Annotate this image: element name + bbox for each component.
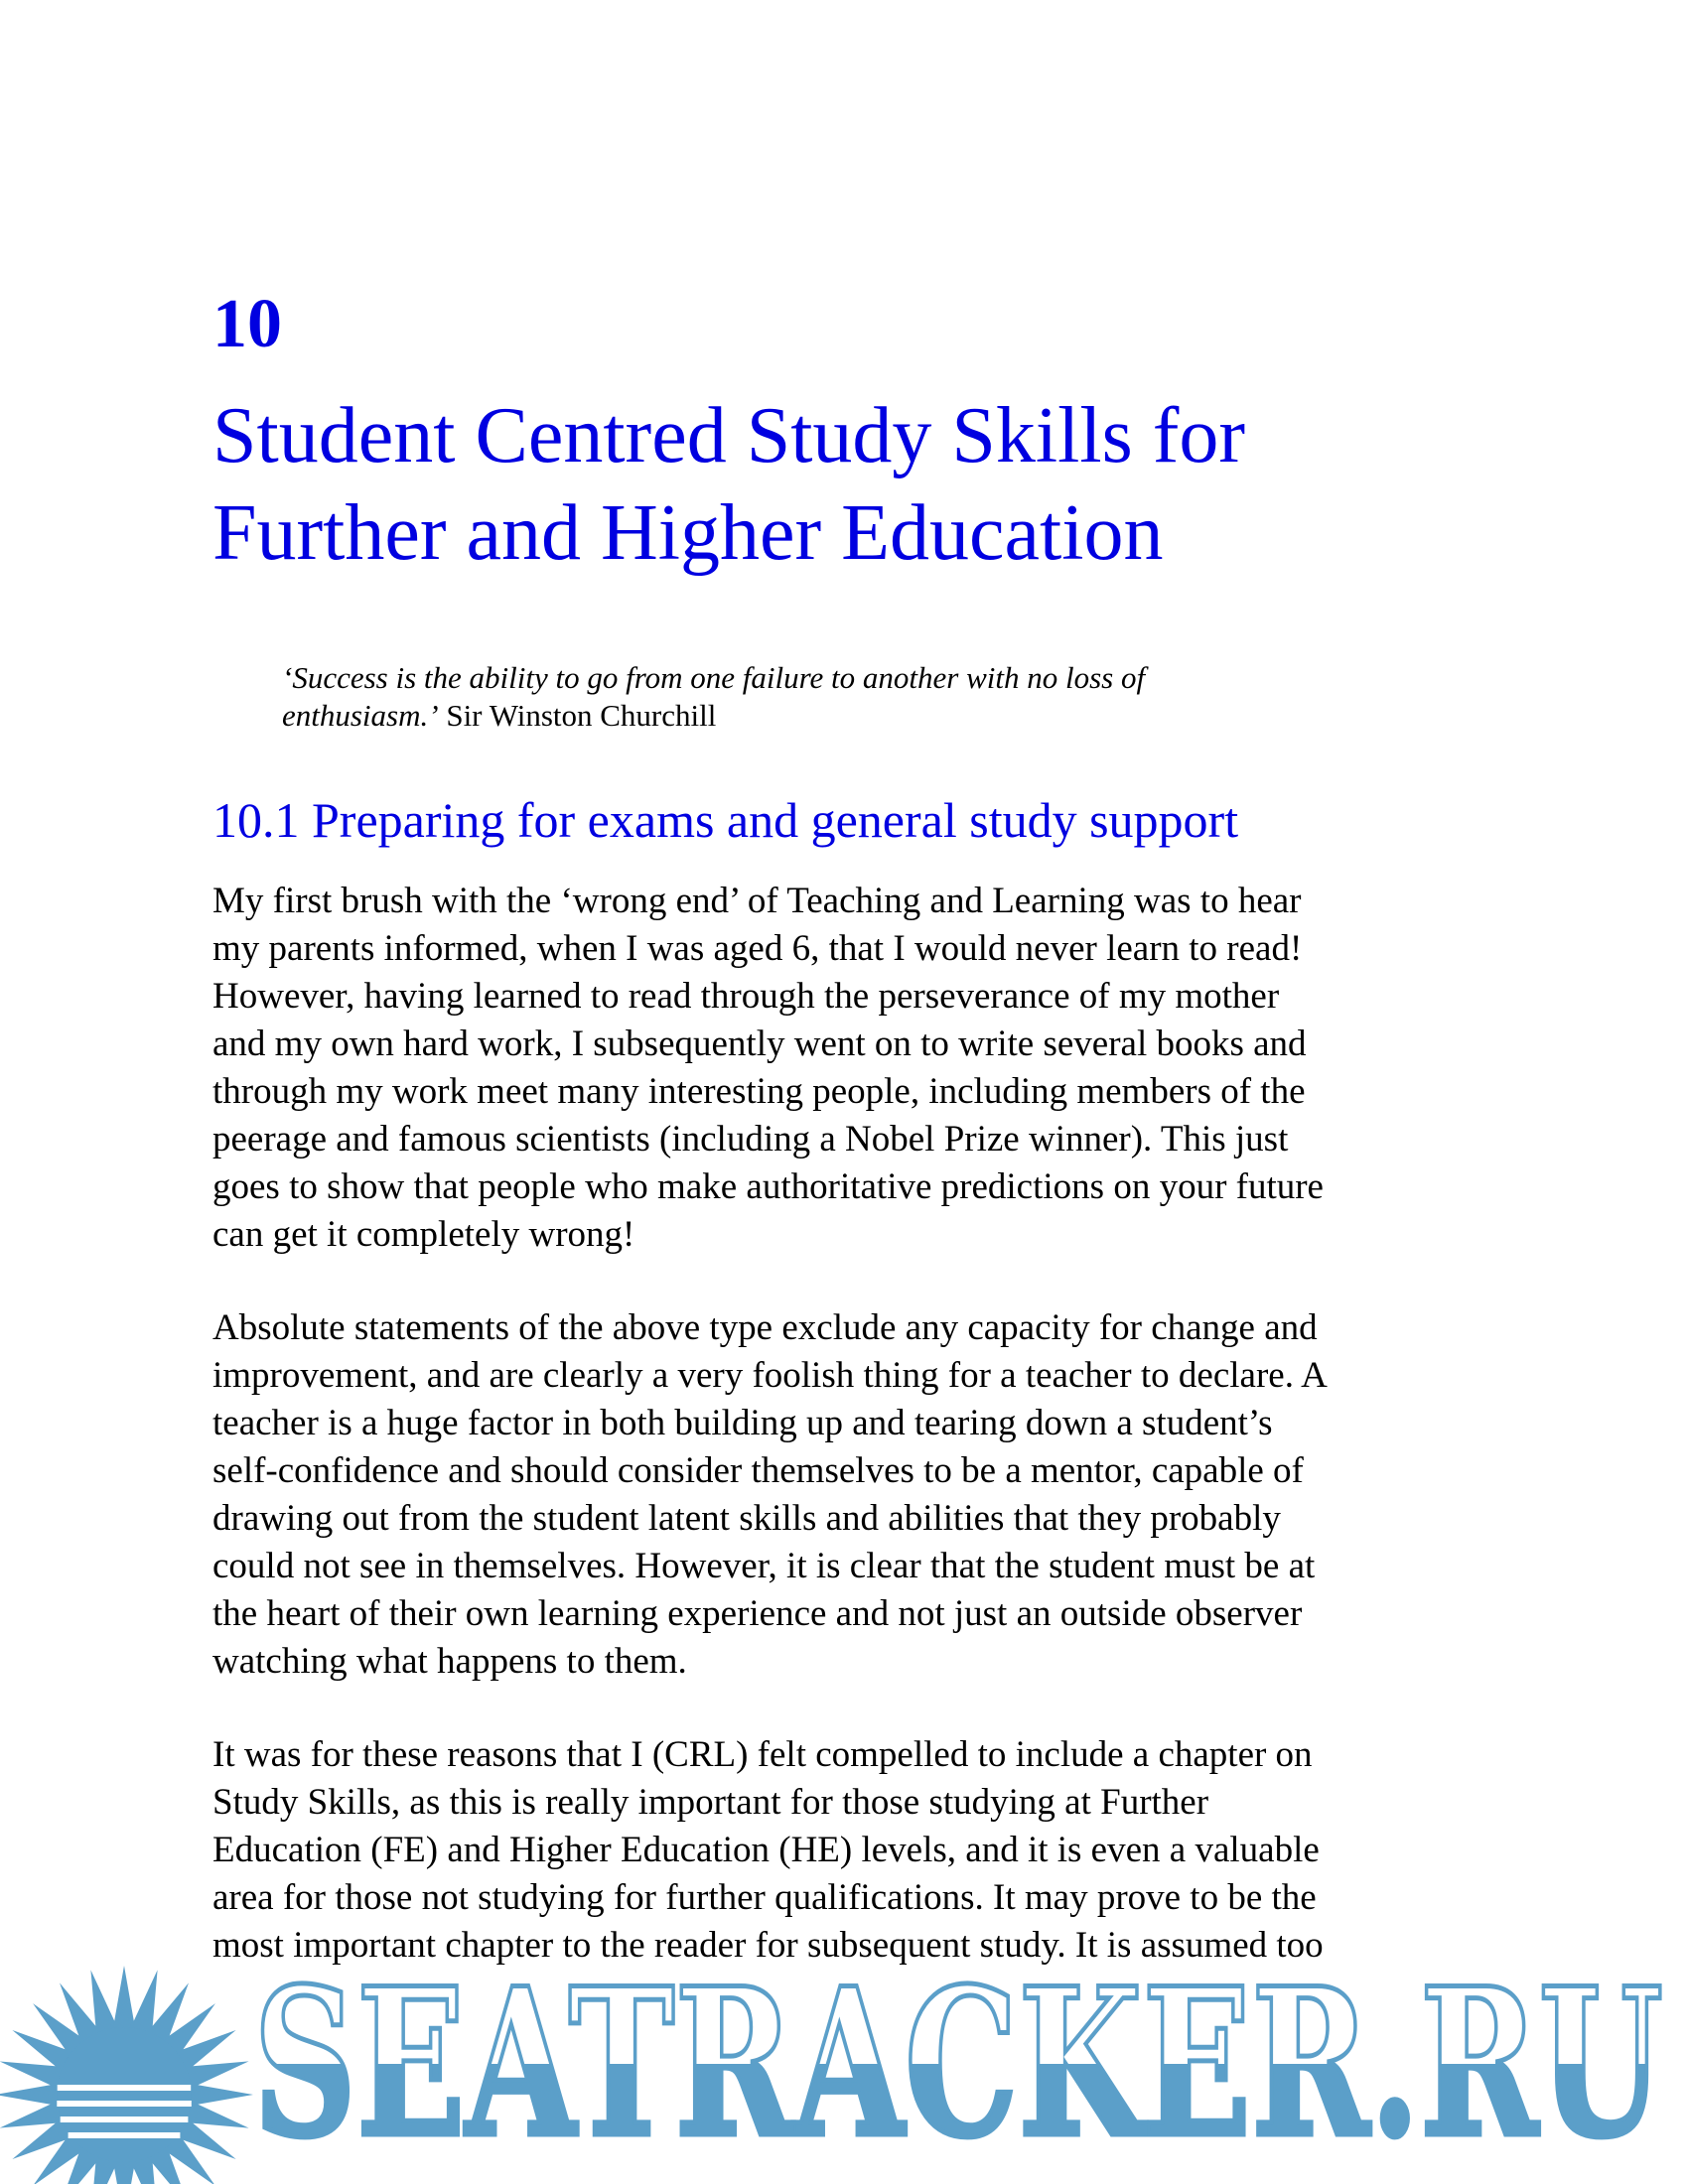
- paragraph: [212, 1304, 1493, 1686]
- paragraph-line: improvement, and are clearly a very foolish thing for a teacher to declare. A: [212, 1355, 1328, 1396]
- sun-stripe: [58, 2085, 192, 2091]
- body-text: [212, 878, 1493, 2015]
- sun-stripe: [61, 2116, 189, 2122]
- paragraph-line: can get it completely wrong!: [212, 1214, 635, 1255]
- epigraph-attribution: Sir Winston Churchill: [438, 698, 717, 733]
- paragraph-line: most important chapter to the reader for subsequent study. It is assumed too: [212, 1925, 1324, 1966]
- chapter-number: 10: [212, 286, 282, 362]
- paragraph-line: my parents informed, when I was aged 6, that I would never learn to read!: [212, 928, 1303, 969]
- paragraph-line: and my own hard work, I subsequently went on to write several books and: [212, 1024, 1307, 1064]
- watermark-text: SEATRACKER.RU: [253, 1945, 1663, 2183]
- paragraph: [212, 878, 1493, 1259]
- paragraph-line: could not see in themselves. However, it is clear that the student must be at: [212, 1546, 1316, 1586]
- sun-disc: [57, 2027, 192, 2162]
- sun-logo-icon: [0, 1966, 253, 2184]
- epigraph: [282, 659, 1410, 735]
- paragraph-line: through my work meet many interesting people, including members of the: [212, 1071, 1306, 1112]
- chapter-title-line: Student Centred Study Skills for: [212, 392, 1245, 479]
- paragraph-line: goes to show that people who make authoritative predictions on your future: [212, 1166, 1324, 1207]
- paragraph-line: self-confidence and should consider themselves to be a mentor, capable of: [212, 1450, 1304, 1491]
- watermark: [0, 1926, 1688, 2184]
- paragraph-line: drawing out from the student latent skills and abilities that they probably: [212, 1498, 1281, 1539]
- paragraph-line: watching what happens to them.: [212, 1641, 687, 1682]
- paragraph-line: the heart of their own learning experience and not just an outside observer: [212, 1593, 1303, 1634]
- chapter-title-line: Further and Higher Education: [212, 489, 1164, 577]
- paragraph-line: Absolute statements of the above type exclude any capacity for change and: [212, 1307, 1318, 1348]
- paragraph-line: Study Skills, as this is really important for those studying at Further: [212, 1782, 1209, 1823]
- paragraph-line: However, having learned to read through the perseverance of my mother: [212, 976, 1280, 1017]
- sun-stripe: [57, 2101, 192, 2107]
- paragraph-line: My first brush with the ‘wrong end’ of Teaching and Learning was to hear: [212, 881, 1302, 921]
- sun-stripe: [69, 2132, 181, 2138]
- paragraph-line: peerage and famous scientists (including a Nobel Prize winner). This just: [212, 1119, 1289, 1160]
- chapter-title: [212, 387, 1503, 582]
- paragraph-line: Education (FE) and Higher Education (HE) levels, and it is even a valuable: [212, 1830, 1320, 1870]
- paragraph-line: area for those not studying for further qualifications. It may prove to be the: [212, 1877, 1317, 1918]
- epigraph-quote-line: ‘Success is the ability to go from one failure to another with no loss of: [282, 660, 1146, 695]
- paragraph-line: teacher is a huge factor in both building up and tearing down a student’s: [212, 1403, 1273, 1443]
- paragraph-line: It was for these reasons that I (CRL) felt compelled to include a chapter on: [212, 1734, 1313, 1775]
- epigraph-quote-line: enthusiasm.’: [282, 698, 439, 733]
- section-heading: 10.1 Preparing for exams and general study support: [212, 792, 1239, 848]
